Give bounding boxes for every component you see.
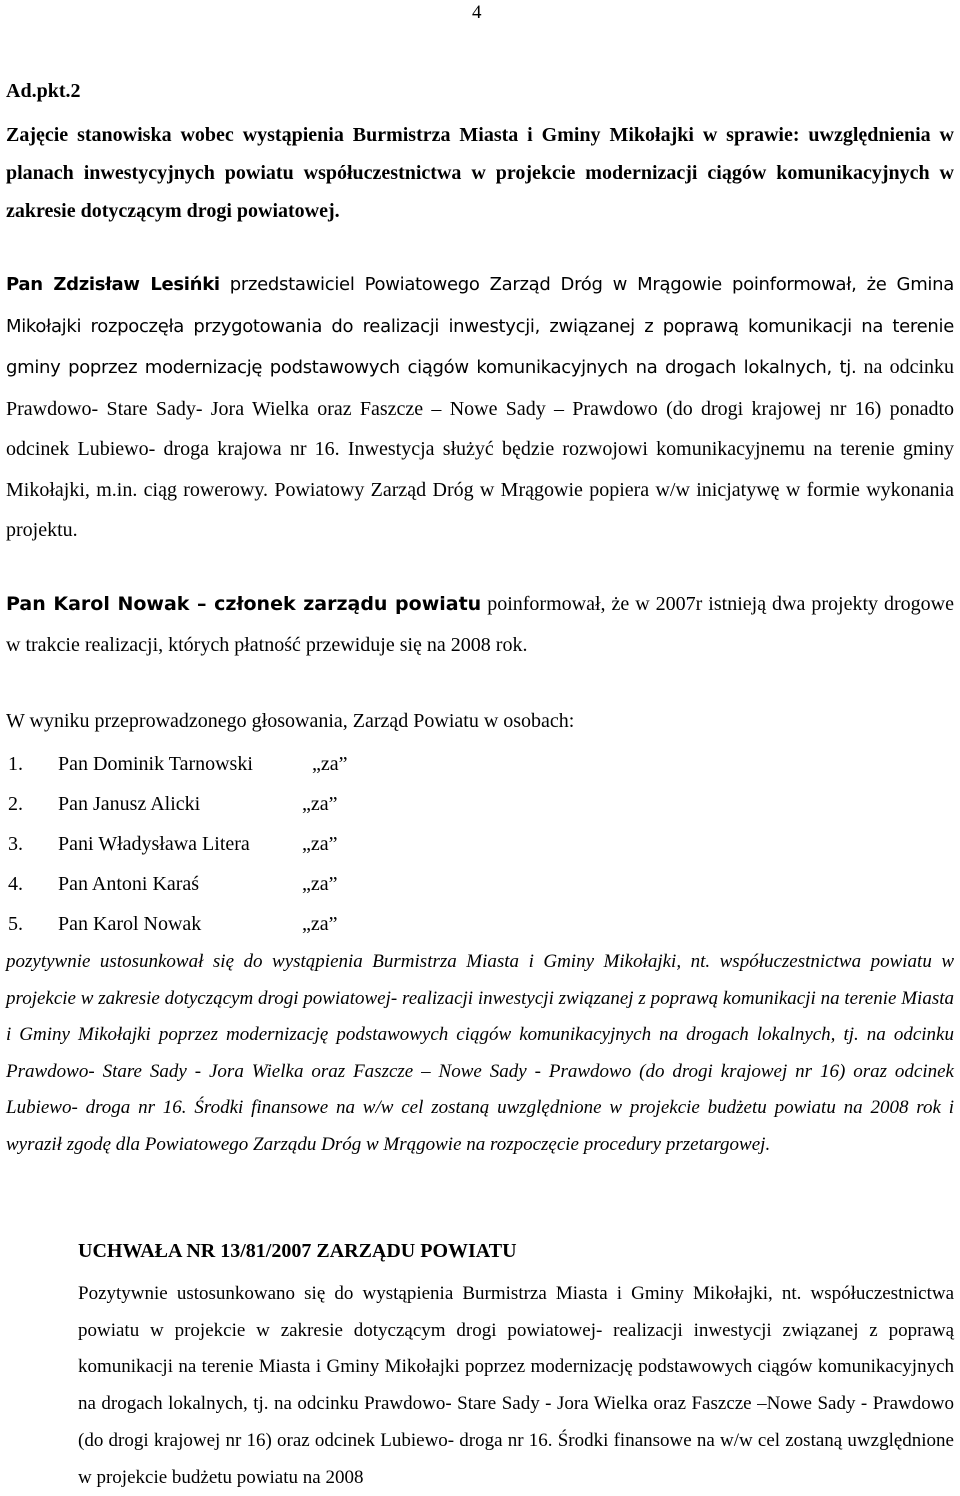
decision-paragraph: pozytywnie ustosunkował się do wystąpienia Burmistrza Miasta i Gminy Mikołajki, nt. współuczestnictwa powiatu w projekcie w zakresie dotyczącym drogi powiatowej- realizacji inwestycji związanej z poprawą komunikacji na terenie Miasta i Gminy Mikołajki poprzez modernizację podstawowych ciągów komunikacyjnych na drogach lokalnych, tj. na odcinku Prawdowo- Stare Sady - Jora Wielka oraz Faszcze – Nowe Sady - Prawdowo (do drogi krajowej nr 16) oraz odcinek Lubiewo- droga nr 16. Środki finansowe na w/w cel zostaną uwzględnione w projekcie budżetu powiatu na 2008 rok i wyraził zgodę dla Powiatowego Zarządu Dróg w Mrągowie na rozpoczęcie procedury przetargowej. (6, 951, 954, 1155)
paragraph-text-continued: na odcinku Prawdowo- Stare Sady- Jora Wielka oraz Faszcze – Nowe Sady – Prawdowo (do drogi krajowej nr 16) ponadto odcinek Lubiewo- droga krajowa nr 16. Inwestycja służyć będzie rozwojowi komunikacyjnemu na terenie gminy Mikołajki, m.in. ciąg rowerowy. Powiatowy Zarząd Dróg w Mrągowie popiera w/w inicjatywę w formie wykonania projektu. (6, 356, 954, 541)
paragraph-nowak (6, 584, 954, 665)
voter-name: Pan Dominik Tarnowski (58, 753, 253, 775)
agenda-item-heading: Ad.pkt.2 (6, 80, 81, 102)
vote-number: 1. (8, 753, 23, 775)
paragraph-lesinki (6, 264, 954, 551)
voter-name: Pan Karol Nowak (58, 913, 202, 935)
voter-name: Pani Władysława Litera (58, 833, 250, 855)
agenda-item-subject: Zajęcie stanowiska wobec wystąpienia Burmistrza Miasta i Gminy Mikołajki w sprawie: uwzględnienia w planach inwestycyjnych powiatu współuczestnictwa w projekcie modernizacji ciągów komunikacyjnych w zakresie dotyczącym drogi powiatowej. (6, 124, 954, 222)
speaker-name: Pan Karol Nowak – członek zarządu powiatu (6, 593, 482, 615)
paragraph-text: przedstawiciel Powiatowego Zarząd Dróg w Mrągowie poinformował, że Gmina Mikołajki rozpoczęła przygotowania do realizacji inwestycji, związanej z poprawą komunikacji na terenie gminy poprzez modernizację podstawowych ciągów komunikacyjnych na drogach lokalnych, tj. (6, 274, 954, 378)
voter-name: Pan Antoni Karaś (58, 873, 200, 895)
vote-number: 4. (8, 873, 23, 895)
vote-value: „za” (312, 753, 348, 775)
resolution-body: Pozytywnie ustosunkowano się do wystąpienia Burmistrza Miasta i Gminy Mikołajki, nt. współuczestnictwa powiatu w projekcie w zakresie dotyczącym drogi powiatowej- realizacji inwestycji związanej z poprawą komunikacji na terenie Miasta i Gminy Mikołajki poprzez modernizację podstawowych ciągów komunikacyjnych na drogach lokalnych, tj. na odcinku Prawdowo- Stare Sady - Jora Wielka oraz Faszcze –Nowe Sady - Prawdowo (do drogi krajowej nr 16) oraz odcinek Lubiewo- droga nr 16. Środki finansowe na w/w cel zostaną uwzględnione w projekcie budżetu powiatu na 2008 (78, 1283, 954, 1488)
vote-intro: W wyniku przeprowadzonego głosowania, Zarząd Powiatu w osobach: (6, 710, 575, 732)
vote-value: „za” (302, 913, 338, 935)
vote-number: 5. (8, 913, 23, 935)
page-number: 4 (472, 2, 482, 23)
resolution-title: UCHWAŁA NR 13/81/2007 ZARZĄDU POWIATU (78, 1240, 517, 1262)
vote-number: 2. (8, 793, 23, 815)
paragraph-text: poinformował, że w 2007r istnieją dwa projekty drogowe w trakcie realizacji, których płatność przewiduje się na 2008 rok. (6, 593, 954, 656)
voter-name: Pan Janusz Alicki (58, 793, 201, 815)
vote-value: „za” (302, 873, 338, 895)
vote-value: „za” (302, 833, 338, 855)
vote-number: 3. (8, 833, 23, 855)
speaker-name: Pan Zdzisław Lesińki (6, 274, 220, 295)
vote-value: „za” (302, 793, 338, 815)
